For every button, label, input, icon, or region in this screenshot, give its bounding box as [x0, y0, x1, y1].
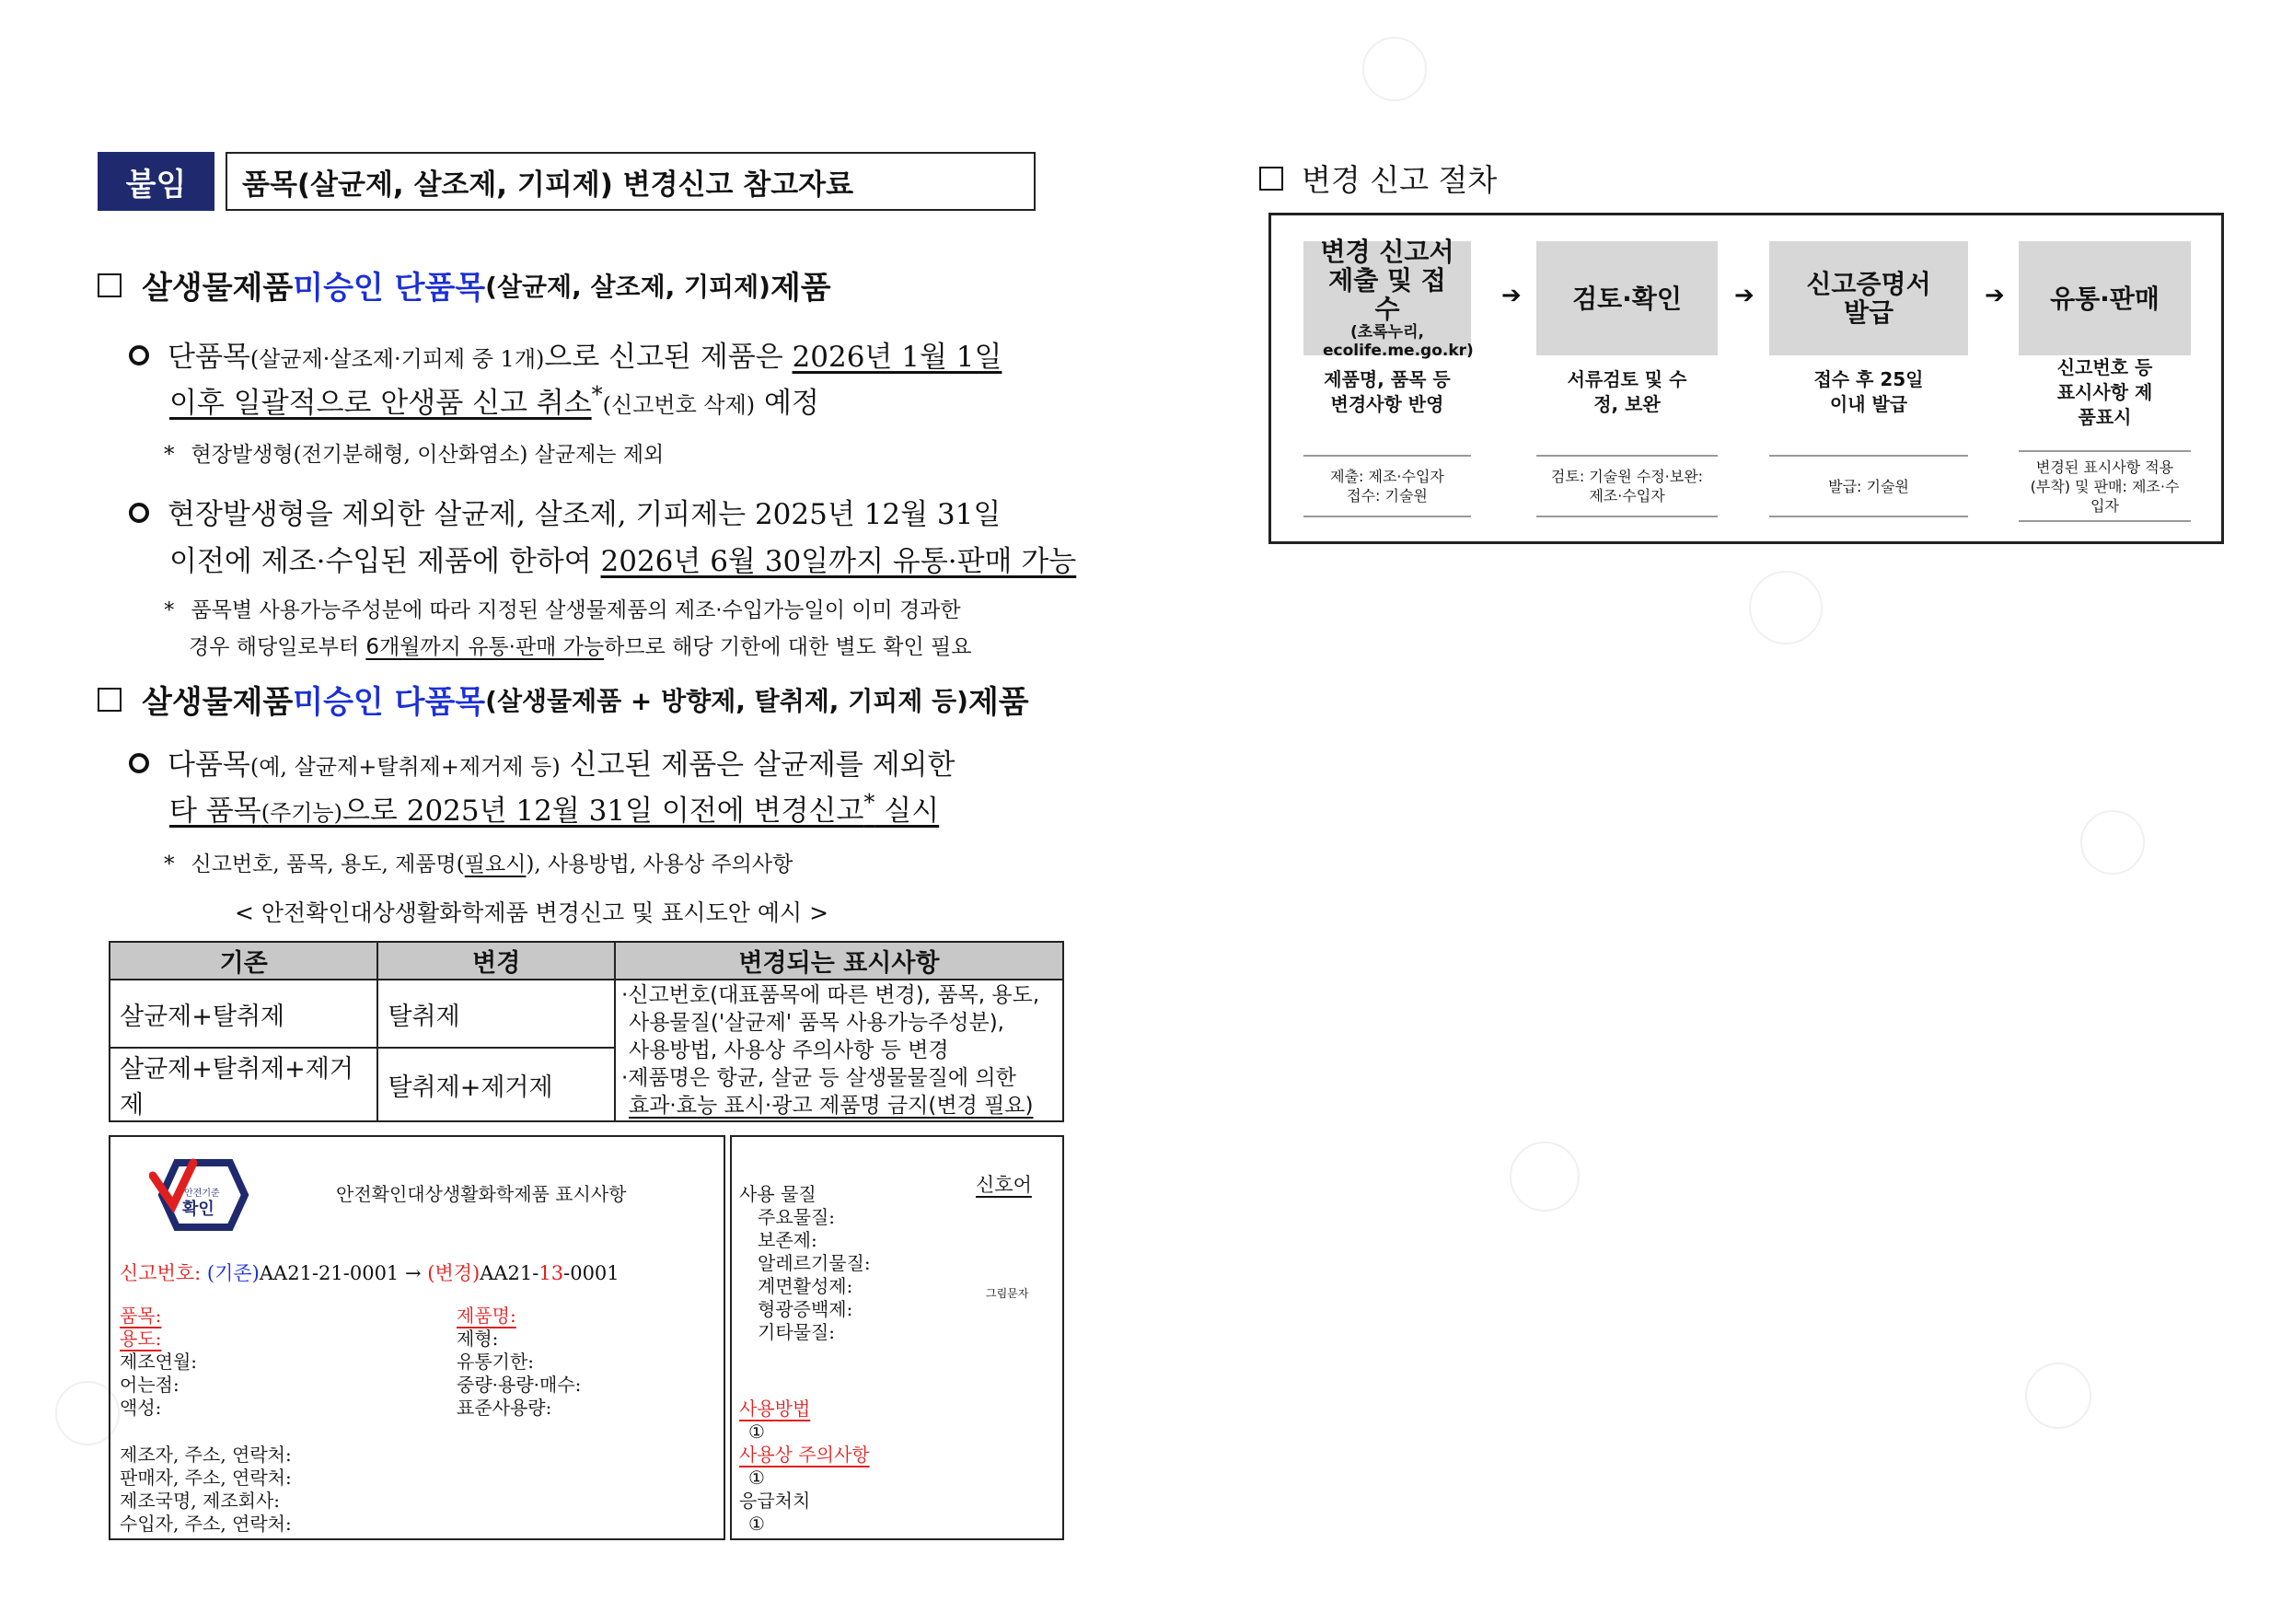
- section2-bullet1-line1: 다품목(예, 살균제+탈취제+제거제 등) 신고된 제품은 살균제를 제외한: [129, 741, 955, 783]
- signal-word: 신호어: [976, 1174, 1032, 1196]
- arrow-right-icon: ➔: [1501, 282, 1522, 309]
- step-certificate-desc: 접수 후 25일 이내 발급: [1813, 368, 1924, 415]
- section1-bullet2-line2: 이전에 제조·수입된 제품에 한하여 2026년 6월 30일까지 유통·판매 가능: [169, 545, 1077, 578]
- watermark-circle: [2025, 1363, 2091, 1429]
- arrow-right-icon: ➔: [1985, 282, 2005, 309]
- procedure-flow: [1268, 213, 2224, 544]
- col-header-after: 변경: [377, 942, 615, 980]
- step-certificate-actor: 발급: 기술원: [1769, 455, 1968, 517]
- label-sample-main: [109, 1135, 725, 1540]
- procedure-title: 변경 신고 절차: [1259, 157, 1497, 200]
- table-row: [110, 980, 1063, 1048]
- step-distribution-actor: 변경된 표시사항 적용(부착) 및 판매: 제조·수입자: [2019, 450, 2191, 522]
- col-header-before: 기존: [110, 942, 377, 980]
- section2-title: 살생물제품 미승인 다품목 (살생물제품 + 방향제, 탈취제, 기피제 등) 제품: [98, 677, 1029, 722]
- registration-number-line: 신고번호: (기존)AA21-21-0001 → (변경)AA21-13-0001: [120, 1262, 620, 1284]
- watermark-circle: [2080, 810, 2145, 875]
- step-distribution-desc: 신고번호 등 표시사항 제품표시: [2056, 356, 2153, 428]
- bullet-circle-icon: [129, 345, 149, 365]
- label-sample-side: [730, 1135, 1064, 1540]
- substances-list: 사용 물질 주요물질: 보존제: 알레르기물질: 계면활성제: 형광증백제: 기타물질:: [739, 1183, 871, 1343]
- label-title: 안전확인대상생활화학제품 표시사항: [336, 1183, 627, 1205]
- step-review-actor: 검토: 기술원 수정·보완: 제조·수입자: [1536, 455, 1718, 517]
- step-submit-actor: 제출: 제조·수입자 접수: 기술원: [1303, 455, 1471, 517]
- arrow-right-icon: ➔: [1734, 282, 1755, 309]
- logo-caption: 안전기준: [184, 1189, 220, 1199]
- step-distribution: 유통·판매: [2019, 241, 2191, 355]
- example-caption: < 안전확인대상생활화학제품 변경신고 및 표시도안 예시 >: [235, 899, 829, 926]
- section1-bullet1-line1: 단품목(살균제·살조제·기피제 중 1개)으로 신고된 제품은 2026년 1월 1일: [129, 333, 1002, 375]
- cell-after: 탈취제: [377, 980, 615, 1048]
- section1-note1: * 현장발생형(전기분해형, 이산화염소) 살균제는 제외: [164, 443, 665, 467]
- step-review-desc: 서류검토 및 수정, 보완: [1567, 368, 1687, 415]
- step-submit-desc: 제품명, 품목 등 변경사항 반영: [1324, 368, 1451, 415]
- section1-note2-line1: * 품목별 사용가능주성분에 따라 지정된 살생물제품의 제조·수입가능일이 이미 경과한: [164, 598, 961, 622]
- cell-changed-items: ·신고번호(대표품목에 따른 변경), 품목, 용도, 사용물질('살균제' 품목 사용가능주성분), 사용방법, 사용상 주의사항 등 변경 ·제품명은 항균, 살균 등 살생물물질에 의한 효과·효능 표시·광고 제품명 금지(변경 필요): [615, 980, 1063, 1121]
- bullet-circle-icon: [129, 753, 149, 773]
- label-right-column: 제품명: 제형: 유통기한: 중량·용량·매수: 표준사용량:: [457, 1305, 582, 1419]
- watermark-circle: [1510, 1142, 1580, 1212]
- attachment-badge: 붙임: [98, 152, 214, 211]
- change-comparison-table: [109, 941, 1064, 1122]
- bullet-circle-icon: [129, 503, 149, 523]
- watermark-circle: [1362, 37, 1427, 101]
- usage-section: 사용방법 ① 사용상 주의사항 ① 응급처치 ①: [739, 1398, 870, 1535]
- section2-bullet1-line2: 타 품목(주기능)으로 2025년 12월 31일 이전에 변경신고* 실시: [169, 789, 940, 828]
- section1-title: 살생물제품 미승인 단품목 (살균제, 살조제, 기피제) 제품: [98, 262, 831, 307]
- checkbox-square-icon: [98, 273, 122, 297]
- checkbox-square-icon: [1259, 167, 1283, 191]
- section2-note1: * 신고번호, 품목, 용도, 제품명(필요시), 사용방법, 사용상 주의사항: [164, 853, 793, 876]
- checkbox-square-icon: [98, 688, 122, 712]
- watermark-circle: [1749, 571, 1823, 644]
- col-header-changed-items: 변경되는 표시사항: [615, 942, 1063, 980]
- cell-after: 탈취제+제거제: [377, 1048, 615, 1121]
- cell-before: 살균제+탈취제+제거제: [110, 1048, 377, 1121]
- table-header-row: [110, 942, 1063, 980]
- section1-bullet1-line2: 이후 일괄적으로 안생품 신고 취소*(신고번호 삭제) 예정: [169, 381, 819, 420]
- step-certificate: 신고증명서 발급: [1769, 241, 1968, 355]
- cell-before: 살균제+탈취제: [110, 980, 377, 1048]
- pictogram-placeholder: 그림문자: [986, 1287, 1029, 1300]
- label-left-column: 품목: 용도: 제조연월: 어는점: 액성:: [120, 1305, 198, 1419]
- label-contacts: 제조자, 주소, 연락처: 판매자, 주소, 연락처: 제조국명, 제조회사: 수입자, 주소, 연락처:: [120, 1444, 292, 1535]
- step-review: 검토·확인: [1536, 241, 1718, 355]
- section1-note2-line2: 경우 해당일로부터 6개월까지 유통·판매 가능하므로 해당 기한에 대한 별도 확인 필요: [189, 635, 972, 659]
- logo-text: 확인: [182, 1200, 214, 1219]
- step-submit: 변경 신고서 제출 및 접수 (초록누리, ecolife.me.go.kr): [1303, 241, 1471, 355]
- section1-bullet2-line1: 현장발생형을 제외한 살균제, 살조제, 기피제는 2025년 12월 31일: [129, 491, 1001, 532]
- page-title: 품목(살균제, 살조제, 기피제) 변경신고 참고자료: [226, 152, 1036, 211]
